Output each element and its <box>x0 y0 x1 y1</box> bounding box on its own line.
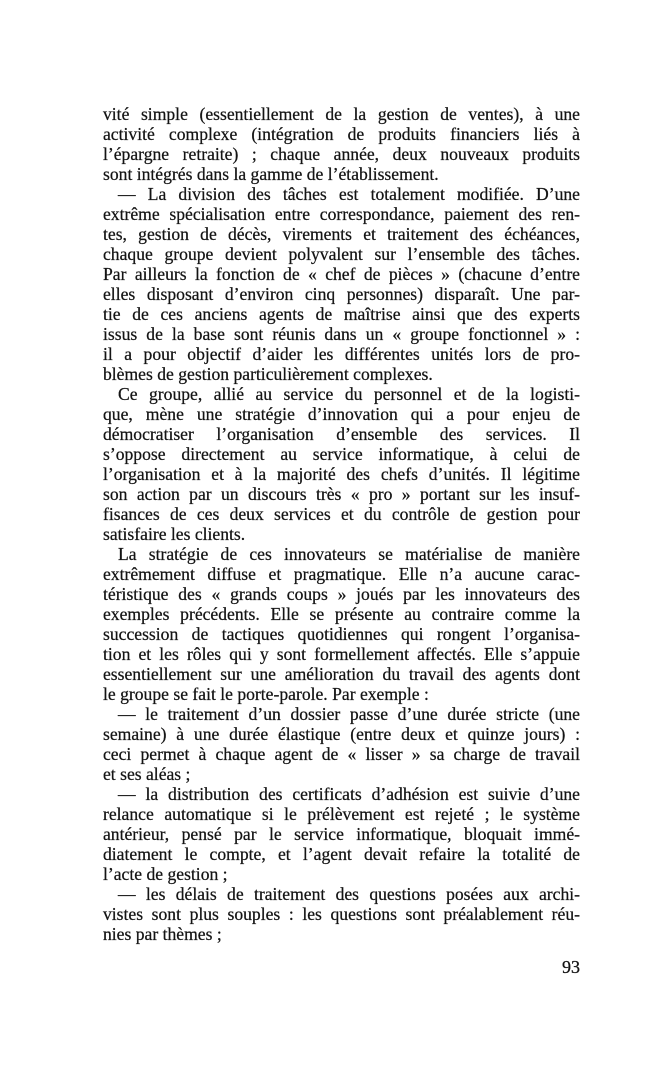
text-line: ceci permet à chaque agent de « lisser » sa charge de travail <box>103 744 580 764</box>
text-line: s’oppose directement au service informatique, à celui de <box>103 444 580 464</box>
text-line: tes, gestion de décès, virements et traitement des échéances, <box>103 224 580 244</box>
text-line: diatement le compte, et l’agent devait refaire la totalité de <box>103 844 580 864</box>
text-line: l’acte de gestion ; <box>103 864 228 884</box>
text-line: vité simple (essentiellement de la gestion de ventes), à une <box>103 104 580 124</box>
text-line: le groupe se fait le porte-parole. Par exemple : <box>103 684 429 704</box>
page-body <box>103 104 580 944</box>
text-line: antérieur, pensé par le service informatique, bloquait immé- <box>103 824 580 844</box>
text-line: l’organisation et à la majorité des chefs d’unités. Il légitime <box>103 464 580 484</box>
text-line: activité complexe (intégration de produits financiers liés à <box>103 124 580 144</box>
paragraph <box>103 704 580 784</box>
text-line: semaine) à une durée élastique (entre deux et quinze jours) : <box>103 724 580 744</box>
text-line: il a pour objectif d’aider les différentes unités lors de pro- <box>103 344 580 364</box>
text-line: sont intégrés dans la gamme de l’établissement. <box>103 164 439 184</box>
text-line: elles disposant d’environ cinq personnes) disparaît. Une par- <box>103 284 580 304</box>
text-line: — le traitement d’un dossier passe d’une durée stricte (une <box>118 704 580 724</box>
text-line: vistes sont plus souples : les questions sont préalablement réu- <box>103 904 580 924</box>
text-line: Par ailleurs la fonction de « chef de pièces » (chacune d’entre <box>103 264 580 284</box>
text-line: relance automatique si le prélèvement est rejeté ; le système <box>103 804 580 824</box>
text-line: Ce groupe, allié au service du personnel et de la logisti- <box>118 384 580 404</box>
text-line: démocratiser l’organisation d’ensemble des services. Il <box>103 424 580 444</box>
text-line: satisfaire les clients. <box>103 524 246 544</box>
text-line: chaque groupe devient polyvalent sur l’ensemble des tâches. <box>103 244 580 264</box>
text-line: extrêmement diffuse et pragmatique. Elle n’a aucune carac- <box>103 564 580 584</box>
text-line: et ses aléas ; <box>103 764 191 784</box>
page-number: 93 <box>562 957 580 977</box>
paragraph <box>103 884 580 944</box>
text-line: tie de ces anciens agents de maîtrise ainsi que des experts <box>103 304 580 324</box>
text-line: tion et les rôles qui y sont formellement affectés. Elle s’appuie <box>103 644 580 664</box>
text-line: succession de tactiques quotidiennes qui rongent l’organisa- <box>103 624 580 644</box>
text-line: — les délais de traitement des questions posées aux archi- <box>118 884 580 904</box>
paragraph <box>103 384 580 544</box>
text-line: — La division des tâches est totalement modifiée. D’une <box>118 184 580 204</box>
paragraph <box>103 104 580 184</box>
text-line: nies par thèmes ; <box>103 924 222 944</box>
text-line: téristique des « grands coups » joués par les innovateurs des <box>103 584 580 604</box>
text-line: blèmes de gestion particulièrement complexes. <box>103 364 433 384</box>
text-line: l’épargne retraite) ; chaque année, deux nouveaux produits <box>103 144 580 164</box>
text-line: essentiellement sur une amélioration du travail des agents dont <box>103 664 580 684</box>
text-line: — la distribution des certificats d’adhésion est suivie d’une <box>118 784 580 804</box>
text-line: issus de la base sont réunis dans un « groupe fonctionnel » : <box>103 324 580 344</box>
paragraph <box>103 544 580 704</box>
paragraph <box>103 784 580 884</box>
text-line: fisances de ces deux services et du contrôle de gestion pour <box>103 504 580 524</box>
text-line: exemples précédents. Elle se présente au contraire comme la <box>103 604 580 624</box>
text-line: La stratégie de ces innovateurs se matérialise de manière <box>118 544 580 564</box>
text-line: son action par un discours très « pro » portant sur les insuf- <box>103 484 580 504</box>
paragraph <box>103 184 580 384</box>
text-line: extrême spécialisation entre correspondance, paiement des ren- <box>103 204 580 224</box>
text-line: que, mène une stratégie d’innovation qui a pour enjeu de <box>103 404 580 424</box>
